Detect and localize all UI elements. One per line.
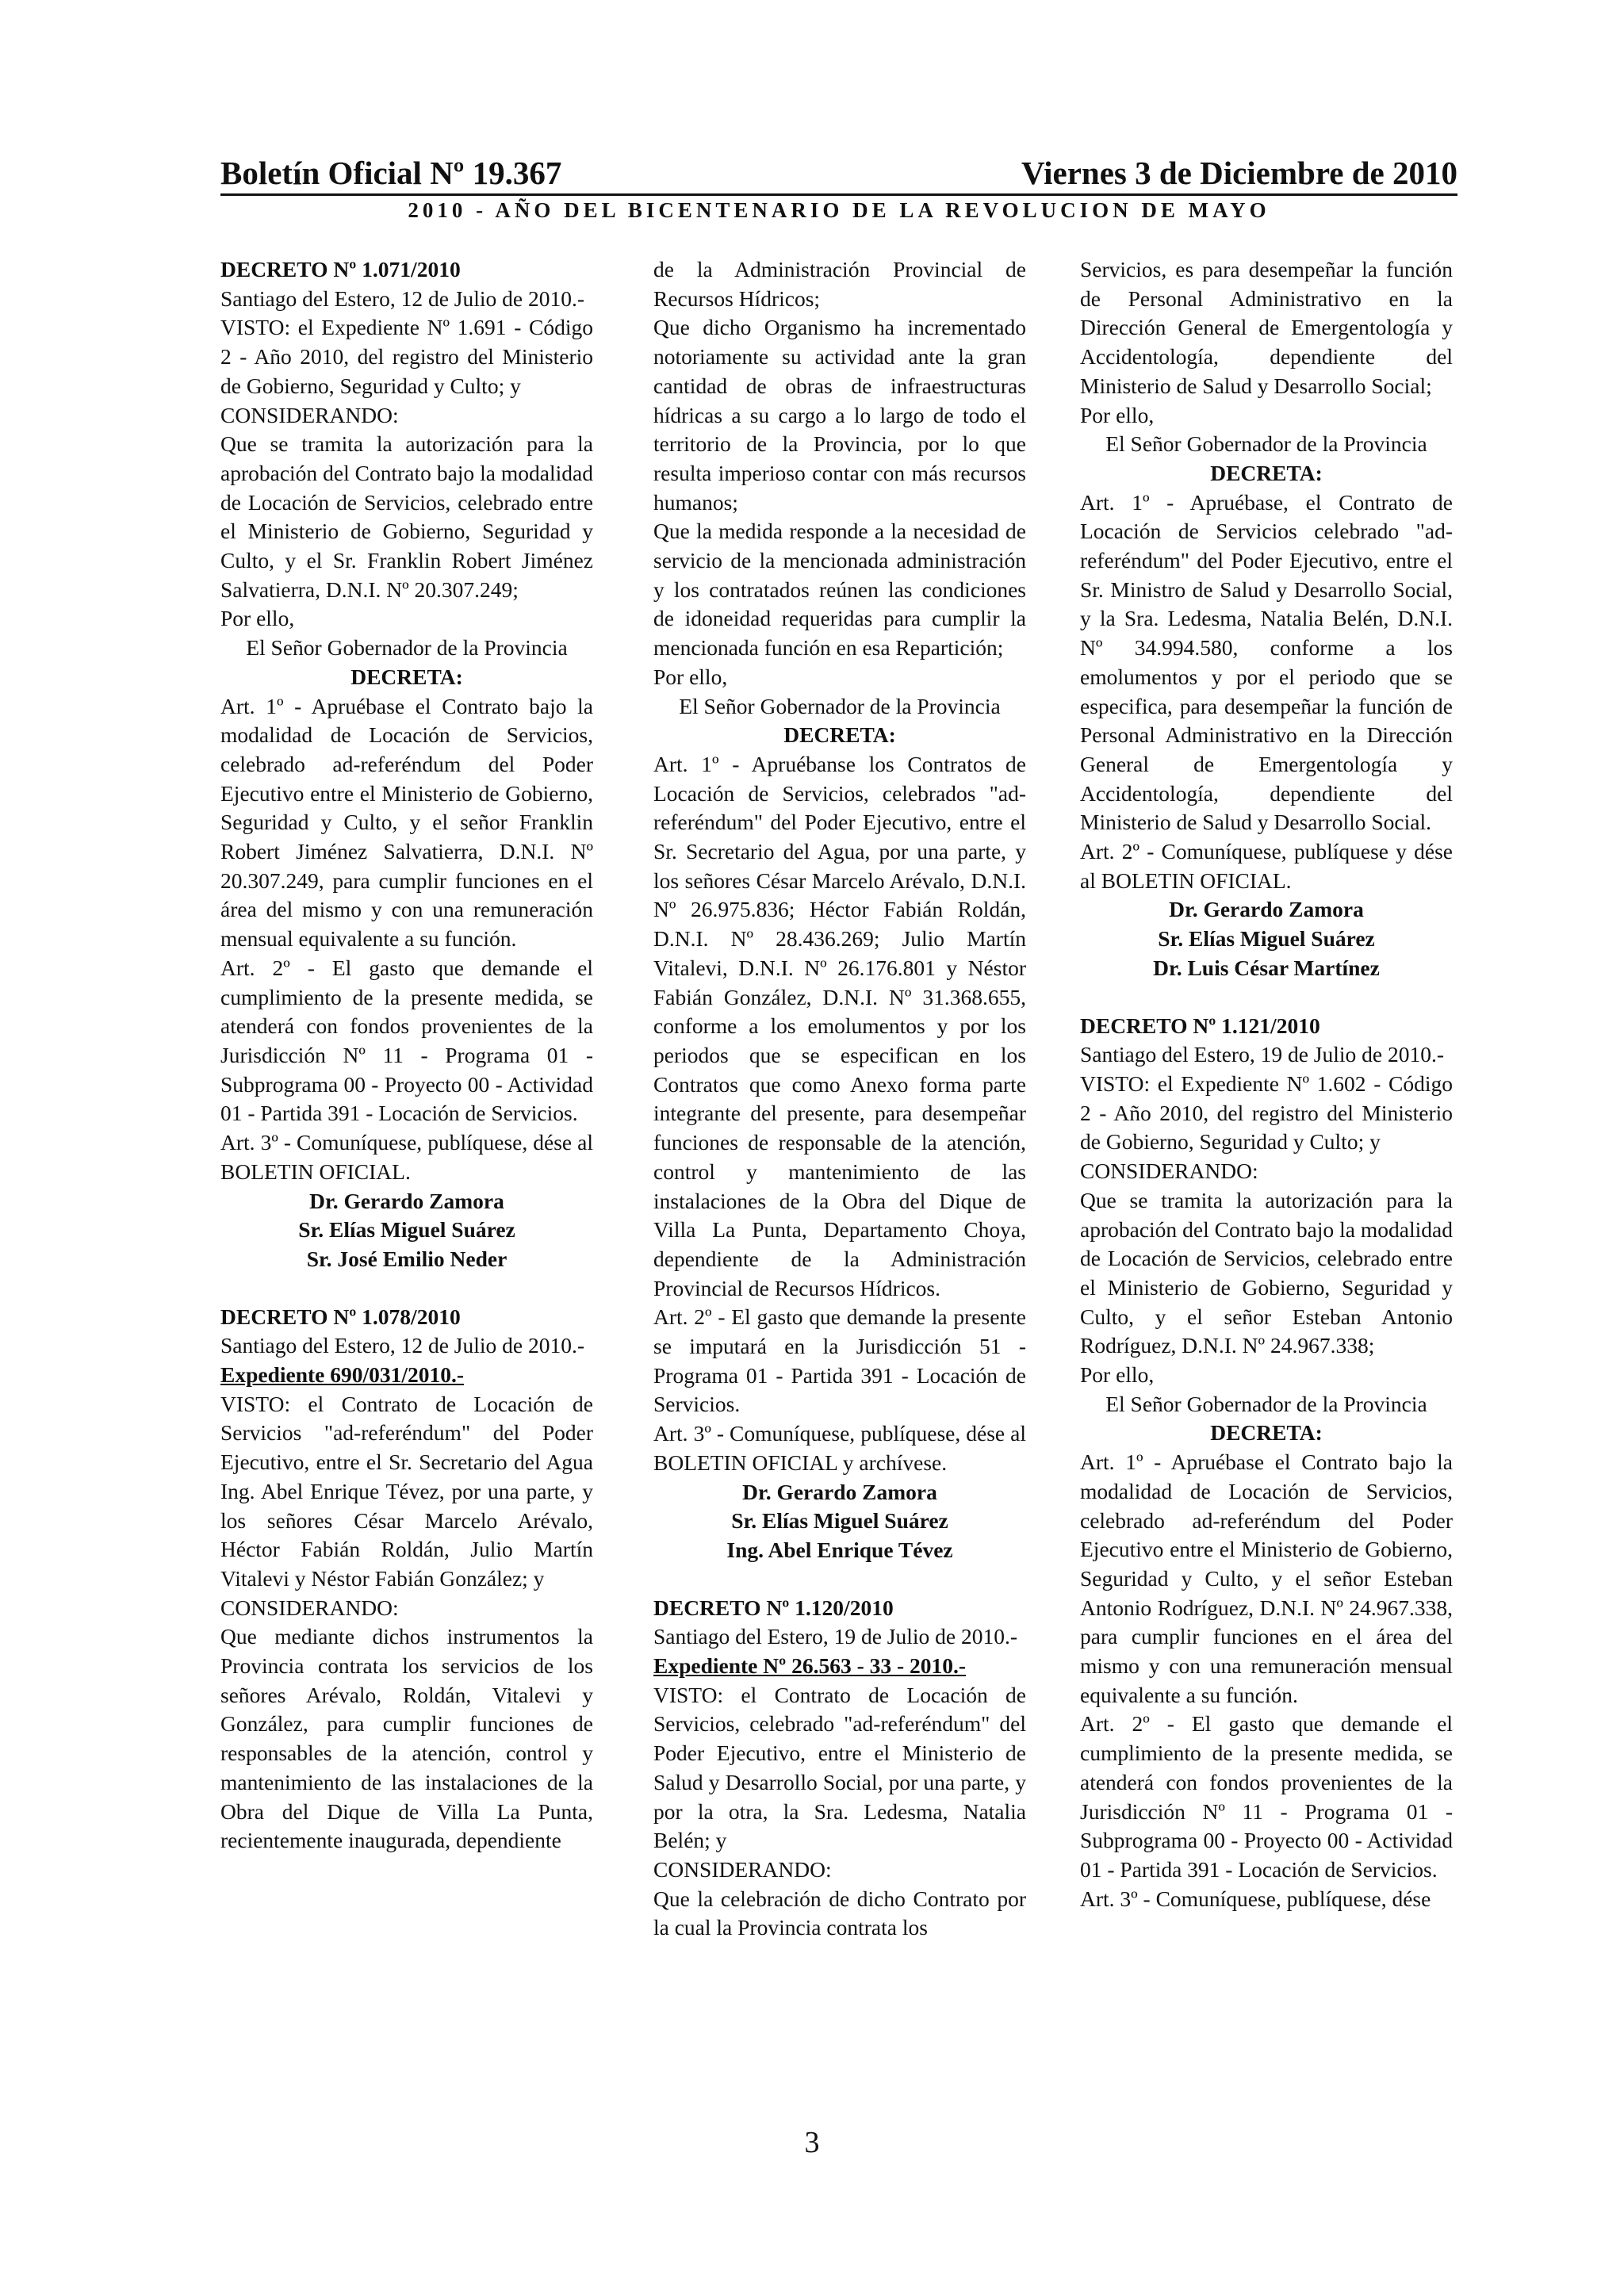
- paragraph: Expediente 690/031/2010.-: [220, 1362, 465, 1388]
- paragraph: Art. 3º - Comuníquese, publíquese, dése: [1080, 1886, 1431, 1911]
- paragraph: Art. 2º - El gasto que demande el cumplimiento de la presente medida, se atenderá con fondos provenientes de la Jurisdicción Nº 11 - Programa 01 - Subprograma 00 - Proyecto 00 - Actividad 01 - Partida 391 - Locación de Servicios.: [1080, 1711, 1453, 1882]
- paragraph: Sr. Elías Miguel Suárez: [298, 1217, 515, 1243]
- paragraph: Por ello,: [220, 606, 295, 631]
- header-rule: [220, 193, 1457, 196]
- paragraph: VISTO: el Expediente Nº 1.602 - Código 2 - Año 2010, del registro del Ministerio de Gobierno, Seguridad y Culto; y: [1080, 1070, 1453, 1155]
- bulletin-date: Viernes 3 de Diciembre de 2010: [1021, 155, 1457, 191]
- paragraph: DECRETA:: [1210, 1420, 1323, 1446]
- paragraph: VISTO: el Expediente Nº 1.691 - Código 2 - Año 2010, del registro del Ministerio de Gobierno, Seguridad y Culto; y: [220, 315, 593, 398]
- paragraph: Expediente Nº 26.563 - 33 - 2010.-: [653, 1653, 967, 1679]
- paragraph: Sr. José Emilio Neder: [306, 1246, 508, 1271]
- section-gap: [220, 1274, 593, 1303]
- paragraph: Art. 3º - Comuníquese, publíquese, dése al BOLETIN OFICIAL.: [220, 1130, 593, 1184]
- paragraph: Por ello,: [1080, 402, 1155, 427]
- page-header: [220, 155, 1457, 190]
- paragraph: Art. 1º - Apruébase el Contrato bajo la modalidad de Locación de Servicios, celebrado ad-referéndum del Poder Ejecutivo entre el Ministerio de Gobierno, Seguridad y Culto, y el señor Franklin Robert Jiménez Salvatierra, D.N.I. Nº 20.307.249, para cumplir funciones en el área del mismo y con una remuneración mensual equivalente a su función.: [220, 693, 593, 952]
- paragraph: Sr. Elías Miguel Suárez: [1158, 926, 1375, 952]
- paragraph: DECRETA:: [783, 722, 896, 748]
- paragraph: Sr. Elías Miguel Suárez: [731, 1508, 948, 1534]
- paragraph: Ing. Abel Enrique Tévez: [726, 1537, 953, 1562]
- bicentennial-subtitle: 2010 - AÑO DEL BICENTENARIO DE LA REVOLUCION DE MAYO: [408, 198, 1270, 222]
- paragraph: DECRETA:: [350, 664, 463, 689]
- paragraph: DECRETO Nº 1.120/2010: [653, 1595, 894, 1620]
- paragraph: CONSIDERANDO:: [220, 1595, 399, 1620]
- paragraph: Que se tramita la autorización para la aprobación del Contrato bajo la modalidad de Locación de Servicios, celebrado entre el Ministerio de Gobierno, Seguridad y Culto, y el señor Esteban Antonio Rodríguez, D.N.I. Nº 24.967.338;: [1080, 1187, 1453, 1358]
- paragraph: Que dicho Organismo ha incrementado notoriamente su actividad ante la gran cantidad de obras de infraestructuras hídricas a su cargo a lo largo de todo el territorio de la Provincia, por lo que resulta imperioso contar con más recursos humanos;: [653, 315, 1026, 515]
- paragraph: Que la medida responde a la necesidad de servicio de la mencionada administración y los contratados reúnen las condiciones de idoneidad requeridas para cumplir la mencionada función en esa Repartición;: [653, 519, 1026, 661]
- bulletin-title: Boletín Oficial Nº 19.367: [220, 155, 562, 191]
- paragraph: VISTO: el Contrato de Locación de Servicios "ad-referéndum" del Poder Ejecutivo, entre el Sr. Secretario del Agua Ing. Abel Enrique Tévez, por una parte, y los señores César Marcelo Arévalo, Héctor Fabián Roldán, Julio Martín Vitalevi y Néstor Fabián González; y: [220, 1391, 593, 1591]
- paragraph: Dr. Luis César Martínez: [1153, 955, 1380, 980]
- paragraph: DECRETO Nº 1.121/2010: [1080, 1013, 1320, 1038]
- paragraph: Art. 2º - Comuníquese, publíquese y dése al BOLETIN OFICIAL.: [1080, 839, 1453, 893]
- paragraph: DECRETO Nº 1.071/2010: [220, 257, 461, 281]
- paragraph: Art. 1º - Apruébanse los Contratos de Locación de Servicios, celebrados "ad-referéndum" del Poder Ejecutivo, entre el Sr. Secretario del Agua, por una parte, y los señores César Marcelo Arévalo, D.N.I. Nº 26.975.836; Héctor Fabián Roldán, D.N.I. Nº 28.436.269; Julio Martín Vitalevi, D.N.I. Nº 26.176.801 y Néstor Fabián González, D.N.I. Nº 31.368.655, conforme a los emolumentos y por los periodos que se especifican en los Contratos que como Anexo forma parte integrante del presente, para desempeñar funciones de responsable de la atención, control y mantenimiento de las instalaciones de la Obra del Dique de Villa La Punta, Departamento Choya, dependiente de la Administración Provincial de Recursos Hídricos.: [653, 751, 1026, 1300]
- paragraph: CONSIDERANDO:: [220, 402, 399, 427]
- paragraph: Santiago del Estero, 19 de Julio de 2010.-: [653, 1624, 1018, 1649]
- paragraph: CONSIDERANDO:: [1080, 1158, 1258, 1184]
- paragraph: El Señor Gobernador de la Provincia: [1105, 431, 1427, 457]
- paragraph: El Señor Gobernador de la Provincia: [679, 693, 1001, 718]
- paragraph: VISTO: el Contrato de Locación de Servicios, celebrado "ad-referéndum" del Poder Ejecutivo, entre el Ministerio de Salud y Desarrollo Social, por una parte, y por la otra, la Sra. Ledesma, Natalia Belén; y: [653, 1682, 1026, 1853]
- paragraph: Dr. Gerardo Zamora: [742, 1479, 937, 1504]
- paragraph: Servicios, es para desempeñar la función de Personal Administrativo en la Dirección General de Emergentología y Accidentología, dependiente del Ministerio de Salud y Desarrollo Social;: [1080, 257, 1453, 398]
- paragraph: Santiago del Estero, 12 de Julio de 2010.-: [220, 285, 585, 311]
- paragraph: Art. 3º - Comuníquese, publíquese, dése al BOLETIN OFICIAL y archívese.: [653, 1421, 1026, 1475]
- paragraph: Art. 2º - El gasto que demande el cumplimiento de la presente medida, se atenderá con fondos provenientes de la Jurisdicción Nº 11 - Programa 01 - Subprograma 00 - Proyecto 00 - Actividad 01 - Partida 391 - Locación de Servicios.: [220, 955, 593, 1126]
- text-column-1: [220, 255, 593, 1855]
- paragraph: DECRETO Nº 1.078/2010: [220, 1304, 461, 1329]
- paragraph: Que mediante dichos instrumentos la Provincia contrata los servicios de los señores Arévalo, Roldán, Vitalevi y González, para cumplir funciones de responsables de la atención, control y mantenimiento de las instalaciones de la Obra del Dique de Villa La Punta, recientemente inaugurada, dependiente: [220, 1624, 593, 1853]
- paragraph: CONSIDERANDO:: [653, 1856, 832, 1882]
- section-gap: [1080, 983, 1453, 1012]
- paragraph: Art. 1º - Apruébase, el Contrato de Locación de Servicios celebrado "ad-referéndum" del Poder Ejecutivo, entre el Sr. Ministro de Salud y Desarrollo Social, y la Sra. Ledesma, Natalia Belén, D.N.I. Nº 34.994.580, conforme a los emolumentos y por el periodo que se especifica, para desempeñar la función de Personal Administrativo en la Dirección General de Emergentología y Accidentología, dependiente del Ministerio de Salud y Desarrollo Social.: [1080, 489, 1453, 835]
- paragraph: El Señor Gobernador de la Provincia: [246, 635, 568, 661]
- paragraph: Art. 1º - Apruébase el Contrato bajo la modalidad de Locación de Servicios, celebrado ad-referéndum del Poder Ejecutivo entre el Ministerio de Gobierno, Seguridad y Culto, y el señor Esteban Antonio Rodríguez, D.N.I. Nº 24.967.338, para cumplir funciones en el área del mismo y con una remuneración mensual equivalente a su función.: [1080, 1450, 1453, 1707]
- paragraph: El Señor Gobernador de la Provincia: [1105, 1391, 1427, 1416]
- paragraph: Que la celebración de dicho Contrato por la cual la Provincia contrata los: [653, 1886, 1026, 1940]
- paragraph: Por ello,: [1080, 1362, 1155, 1388]
- paragraph: Dr. Gerardo Zamora: [309, 1188, 504, 1213]
- paragraph: DECRETA:: [1210, 460, 1323, 485]
- paragraph: Que se tramita la autorización para la aprobación del Contrato bajo la modalidad de Locación de Servicios, celebrado entre el Ministerio de Gobierno, Seguridad y Culto, y el Sr. Franklin Robert Jiménez Salvatierra, D.N.I. Nº 20.307.249;: [220, 431, 593, 602]
- text-column-3: [1080, 255, 1453, 1913]
- paragraph: Por ello,: [653, 664, 728, 689]
- paragraph: Dr. Gerardo Zamora: [1169, 897, 1364, 922]
- section-gap: [653, 1565, 1026, 1594]
- paragraph: de la Administración Provincial de Recursos Hídricos;: [653, 257, 1026, 311]
- paragraph: Art. 2º - El gasto que demande la presente se imputará en la Jurisdicción 51 - Programa 01 - Partida 391 - Locación de Servicios.: [653, 1304, 1026, 1417]
- paragraph: Santiago del Estero, 12 de Julio de 2010.-: [220, 1333, 585, 1358]
- paragraph: Santiago del Estero, 19 de Julio de 2010.-: [1080, 1042, 1445, 1067]
- page-number: 3: [804, 2126, 820, 2159]
- text-column-2: [653, 255, 1026, 1943]
